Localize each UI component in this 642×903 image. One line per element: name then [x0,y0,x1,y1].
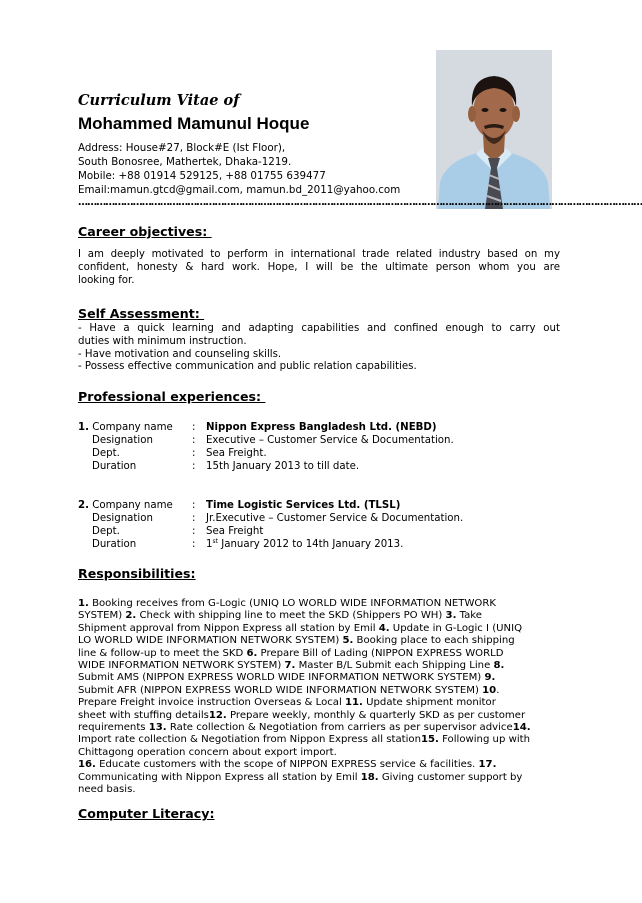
responsibility-line [78,685,560,697]
responsibility-text: sheet with stuffing details [78,709,209,721]
responsibility-number: 7. [284,660,296,672]
responsibility-number: 8. [493,660,505,672]
email-line: Email:mamun.gtcd@gmail.com, mamun.bd_2011@yahoo.com [78,184,401,196]
career-objectives-text [78,249,560,287]
profile-photo [436,50,552,209]
responsibilities-heading: Responsibilities: [78,566,196,581]
responsibility-number: 11. [345,697,363,709]
responsibility-text: Booking receives from G-Logic (UNIQ LO WORLD WIDE INFORMATION NETWORK [88,598,497,609]
responsibility-text: LO WORLD WIDE INFORMATION NETWORK SYSTEM) [78,635,343,647]
responsibility-line [78,747,560,759]
dotted-divider: …………………………………………………………………………………………………………………………………………………………………… [78,197,642,208]
responsibility-text: Prepare Freight invoice instruction Overseas & Local [78,697,346,709]
duration-label: Duration [92,461,137,472]
responsibility-line [78,648,560,660]
job-number: 1. [78,422,89,433]
responsibility-text: Rate collection & Negotiation from carriers as per supervisor advice [166,722,513,734]
responsibility-line [78,635,560,647]
responsibility-line [78,759,560,771]
responsibility-text: Prepare weekly, monthly & quarterly SKD as per customer [226,709,526,721]
job-dept-row: Dept. : Sea Freight. [92,448,267,459]
responsibility-text: requirements [78,722,149,734]
responsibility-number: 5. [342,635,354,647]
designation-value: Jr.Executive – Customer Service & Documentation. [206,513,464,524]
responsibility-text: Following up with [438,734,530,746]
contact-block [78,141,438,197]
responsibility-number: 18. [360,771,379,783]
responsibility-text: Submit AMS (NIPPON EXPRESS WORLD WIDE INFORMATION NETWORK SYSTEM) [78,672,485,684]
responsibility-text: Check with shipping line to meet the SKD (Shippers PO WH) [136,610,446,622]
responsibility-text: Take [456,610,482,622]
job-entry-1 [78,421,560,473]
responsibility-text: Booking place to each shipping [353,635,515,647]
dept-value: Sea Freight [206,526,264,537]
job-company-label [78,421,173,434]
duration-label: Duration [92,539,137,550]
responsibility-text: Prepare Bill of Lading (NIPPON EXPRESS WORLD [257,647,504,659]
computer-literacy-heading: Computer Literacy: [78,806,215,821]
responsibility-text: WIDE INFORMATION NETWORK SYSTEM) [78,660,285,672]
responsibility-line [78,772,560,784]
responsibility-number: 17. [478,759,497,771]
job-company-label [78,499,173,512]
mobile-line: Mobile: +88 01914 529125, +88 01755 639477 [78,170,326,182]
designation-label: Designation [92,513,153,524]
responsibility-text: Chittagong operation concern about export import. [78,746,337,758]
responsibility-text: Update shipment monitor [362,697,496,709]
job-entry-2 [78,499,560,551]
responsibility-number: 2. [125,610,137,622]
career-line: I am deeply motivated to perform in international trade related industry based on my [78,249,560,260]
responsibility-line [78,672,560,684]
responsibility-number: 4. [378,622,390,634]
job-dept-row: Dept. : Sea Freight [92,526,264,537]
responsibility-line [78,660,560,672]
career-line: confident, honesty & hard work. Hope, I will be the ultimate person whom you are [78,261,560,273]
responsibility-text: line & follow-up to meet the SKD [78,647,247,659]
job-company-row: 1. Company name : Nippon Express Bangladesh Ltd. (NEBD) [78,422,437,433]
job-company-row: 2. Company name : Time Logistic Services Ltd. (TLSL) [78,500,401,511]
responsibility-line [78,623,560,635]
responsibility-text: Import rate collection & Negotiation from Nippon Express all station [78,734,421,746]
company-label: Company name [92,500,173,511]
duration-pre: 1 [206,539,213,550]
self-assessment-text [78,323,560,374]
responsibility-text: Shipment approval from Nippon Express all station by Emil [78,622,379,634]
responsibility-number: 14. [512,722,531,734]
designation-label: Designation [92,435,153,446]
responsibility-number: 3. [445,610,457,622]
responsibility-line [78,598,560,610]
responsibility-number: 15. [420,734,439,746]
duration-post: January 2012 to 14th January 2013. [217,539,404,550]
company-name: Nippon Express Bangladesh Ltd. (NEBD) [206,422,437,433]
responsibility-text: Submit AFR (NIPPON EXPRESS WORLD WIDE INFORMATION NETWORK SYSTEM) [78,684,483,696]
self-assessment-line: - Have a quick learning and adapting capabilities and confined enough to carry out [78,323,560,334]
duration-value: 15th January 2013 to till date. [206,461,360,472]
career-line: looking for. [78,274,135,286]
responsibilities-text [78,598,560,797]
career-objectives-heading: Career objectives: [78,224,212,239]
responsibility-text: Update in G-Logic I (UNIQ [389,622,523,634]
dept-label: Dept. [92,448,120,459]
candidate-name: Mohammed Mamunul Hoque [78,114,310,133]
professional-experiences-heading: Professional experiences: [78,389,266,404]
responsibility-line [78,734,560,746]
responsibility-number: 6. [246,647,258,659]
responsibility-line [78,710,560,722]
responsibility-number: 9. [484,672,496,684]
job-duration-row: Duration : 1st January 2012 to 14th January 2013. [92,538,404,550]
address-line-2: South Bonosree, Mathertek, Dhaka-1219. [78,156,292,168]
responsibility-line [78,722,560,734]
responsibility-text: Educate customers with the scope of NIPPON EXPRESS service & facilities. [95,759,479,771]
job-number: 2. [78,500,89,511]
duration-sup: st [212,538,218,545]
duration-value [206,538,403,551]
self-assessment-heading: Self Assessment: [78,306,205,321]
self-assessment-line: - Possess effective communication and public relation capabilities. [78,361,417,373]
responsibility-number: 10 [482,684,497,696]
responsibility-text: need basis. [78,784,136,796]
address-line-1: Address: House#27, Block#E (Ist Floor), [78,142,286,154]
designation-value: Executive – Customer Service & Documentation. [206,435,454,446]
responsibility-line [78,610,560,622]
responsibility-text: SYSTEM) [78,610,126,622]
responsibility-number: 12. [208,709,227,721]
company-name: Time Logistic Services Ltd. (TLSL) [206,500,401,511]
self-assessment-line: duties with minimum instruction. [78,335,247,347]
cv-title: Curriculum Vitae of [78,92,240,109]
responsibility-line [78,784,560,796]
responsibility-number: 1. [78,598,89,609]
responsibility-text: Giving customer support by [378,771,523,783]
self-assessment-line: - Have motivation and counseling skills. [78,348,282,360]
job-duration-row: Duration : 15th January 2013 to till date. [92,461,360,472]
responsibility-line [78,697,560,709]
responsibility-number: 13. [148,722,167,734]
responsibility-text: Communicating with Nippon Express all station by Emil [78,771,361,783]
company-label: Company name [92,422,173,433]
dept-label: Dept. [92,526,120,537]
job-designation-row: Designation : Jr.Executive – Customer Service & Documentation. [92,513,464,524]
dept-value: Sea Freight. [206,448,267,459]
responsibility-text: . [496,684,500,696]
responsibility-text: Master B/L Submit each Shipping Line [295,660,494,672]
job-designation-row: Designation : Executive – Customer Service & Documentation. [92,435,454,446]
responsibility-number: 16. [78,759,96,771]
